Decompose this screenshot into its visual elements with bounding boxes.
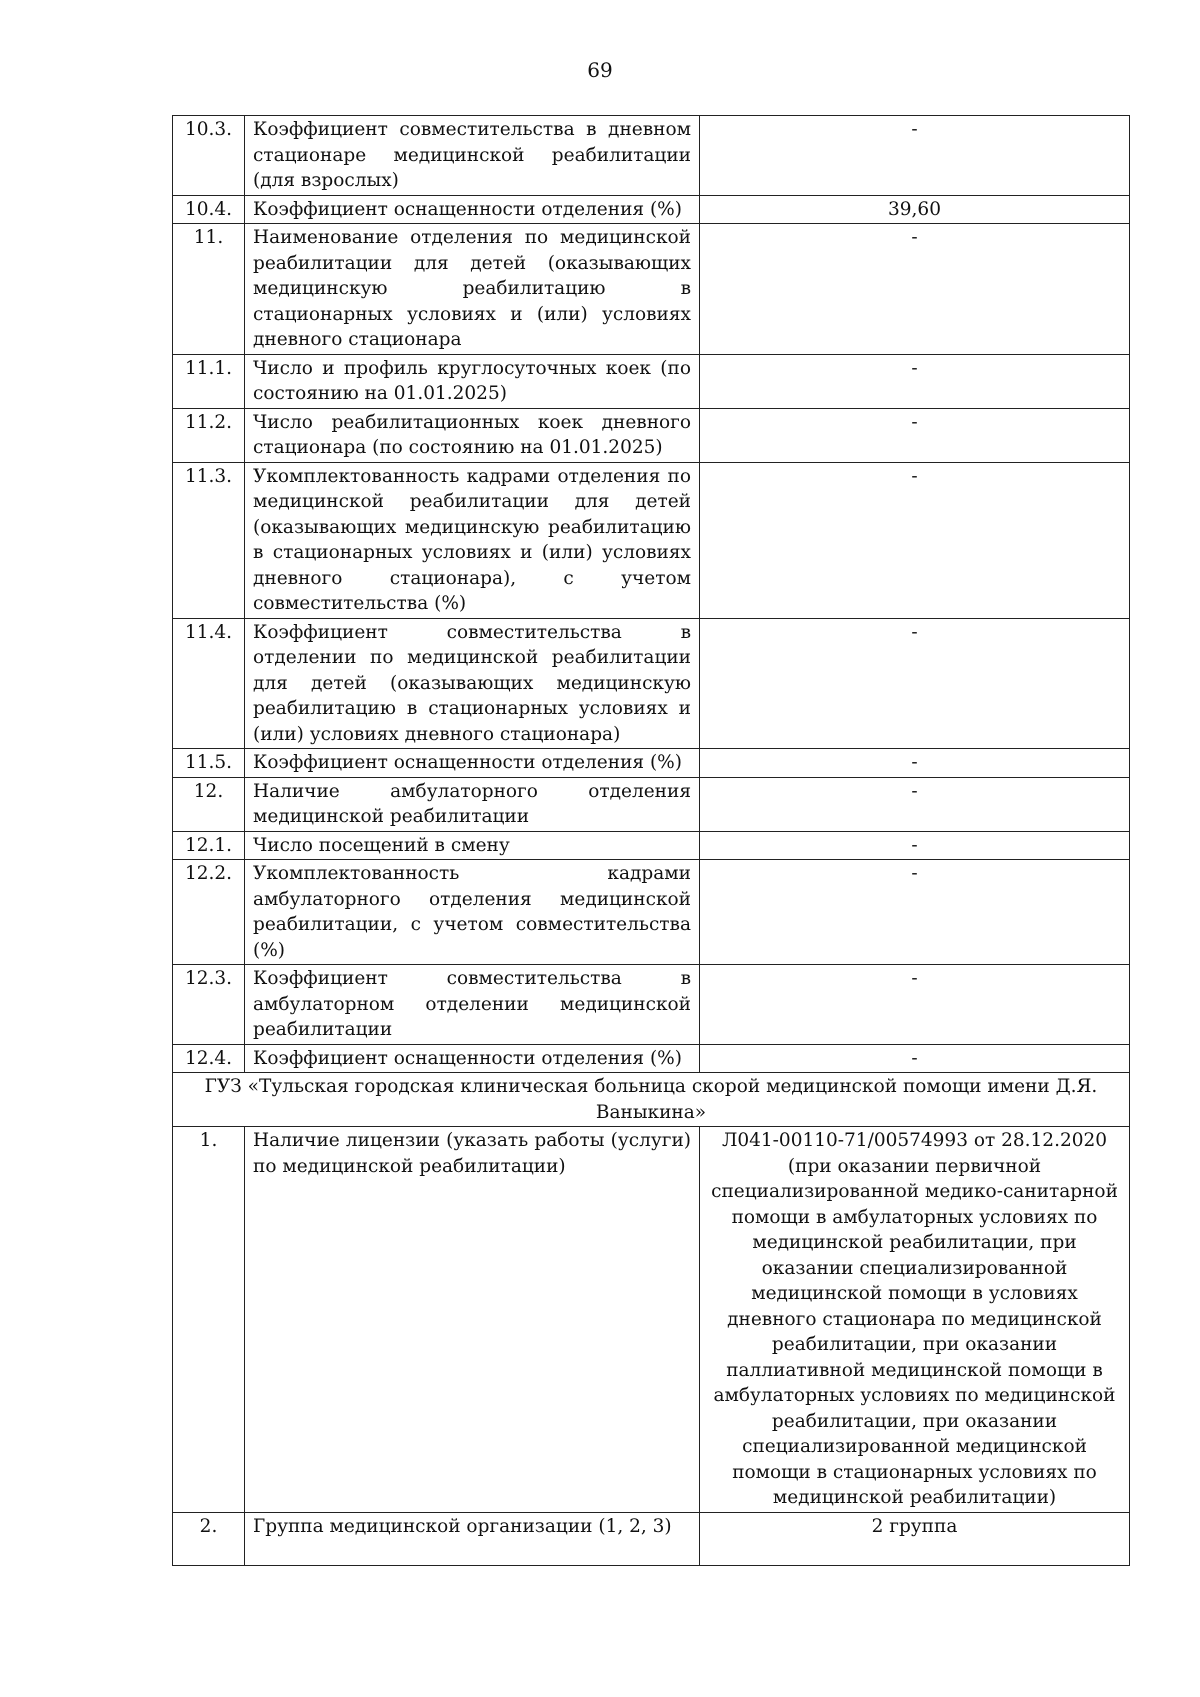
table-row bbox=[173, 408, 1130, 462]
row-number: 12. bbox=[173, 777, 245, 831]
row-description: Коэффициент оснащенности отделения (%) bbox=[245, 195, 700, 224]
row-number: 10.4. bbox=[173, 195, 245, 224]
row-number: 12.3. bbox=[173, 965, 245, 1045]
row-value: 39,60 bbox=[700, 195, 1130, 224]
row-value: 2 группа bbox=[700, 1512, 1130, 1565]
table-row bbox=[173, 1512, 1130, 1565]
row-value: - bbox=[700, 462, 1130, 618]
row-description: Коэффициент оснащенности отделения (%) bbox=[245, 1044, 700, 1073]
organization-name: ГУЗ «Тульская городская клиническая больница скорой медицинской помощи имени Д.Я. Ваныкина» bbox=[173, 1073, 1130, 1127]
row-number: 12.2. bbox=[173, 860, 245, 965]
table-row bbox=[173, 354, 1130, 408]
row-value: - bbox=[700, 965, 1130, 1045]
row-value: - bbox=[700, 618, 1130, 749]
row-value: Л041-00110-71/00574993 от 28.12.2020 (при оказании первичной специализированной медико-санитарной помощи в амбулаторных условиях по медицинской реабилитации, при оказании специализированной медицинской помощи в условиях дневного стационара по медицинской реабилитации, при оказании паллиативной медицинской помощи в амбулаторных условиях по медицинской реабилитации, при оказании специализированной медицинской помощи в стационарных условиях по медицинской реабилитации) bbox=[700, 1127, 1130, 1513]
table-row bbox=[173, 831, 1130, 860]
table-row bbox=[173, 1044, 1130, 1073]
row-number: 11.2. bbox=[173, 408, 245, 462]
indicators-table bbox=[172, 115, 1130, 1566]
row-number: 10.3. bbox=[173, 116, 245, 196]
row-description: Группа медицинской организации (1, 2, 3) bbox=[245, 1512, 700, 1565]
table-row bbox=[173, 777, 1130, 831]
row-value: - bbox=[700, 1044, 1130, 1073]
table-row bbox=[173, 749, 1130, 778]
row-value: - bbox=[700, 116, 1130, 196]
row-description: Коэффициент совместительства в амбулаторном отделении медицинской реабилитации bbox=[245, 965, 700, 1045]
page-number: 69 bbox=[587, 58, 613, 82]
row-number: 2. bbox=[173, 1512, 245, 1565]
row-number: 12.4. bbox=[173, 1044, 245, 1073]
row-number: 12.1. bbox=[173, 831, 245, 860]
row-description: Число посещений в смену bbox=[245, 831, 700, 860]
table-row bbox=[173, 860, 1130, 965]
row-description: Укомплектованность кадрами амбулаторного отделения медицинской реабилитации, с учетом совместительства (%) bbox=[245, 860, 700, 965]
row-description: Укомплектованность кадрами отделения по медицинской реабилитации для детей (оказывающих медицинскую реабилитацию в стационарных условиях и (или) условиях дневного стационара), с учетом совместительства (%) bbox=[245, 462, 700, 618]
organization-header-row bbox=[173, 1073, 1130, 1127]
row-value: - bbox=[700, 354, 1130, 408]
row-number: 11.4. bbox=[173, 618, 245, 749]
row-description: Коэффициент оснащенности отделения (%) bbox=[245, 749, 700, 778]
row-value: - bbox=[700, 831, 1130, 860]
row-description: Наличие лицензии (указать работы (услуги) по медицинской реабилитации) bbox=[245, 1127, 700, 1513]
row-number: 11.5. bbox=[173, 749, 245, 778]
row-description: Коэффициент совместительства в дневном стационаре медицинской реабилитации (для взрослых) bbox=[245, 116, 700, 196]
table-row bbox=[173, 116, 1130, 196]
table-row bbox=[173, 1127, 1130, 1513]
row-value: - bbox=[700, 408, 1130, 462]
table-row bbox=[173, 195, 1130, 224]
row-value: - bbox=[700, 749, 1130, 778]
table-row bbox=[173, 965, 1130, 1045]
table-row bbox=[173, 224, 1130, 355]
row-number: 11.3. bbox=[173, 462, 245, 618]
row-description: Наименование отделения по медицинской реабилитации для детей (оказывающих медицинскую реабилитацию в стационарных условиях и (или) условиях дневного стационара bbox=[245, 224, 700, 355]
row-value: - bbox=[700, 860, 1130, 965]
row-description: Коэффициент совместительства в отделении по медицинской реабилитации для детей (оказывающих медицинскую реабилитацию в стационарных условиях и (или) условиях дневного стационара) bbox=[245, 618, 700, 749]
row-number: 11. bbox=[173, 224, 245, 355]
table-row bbox=[173, 462, 1130, 618]
row-description: Число реабилитационных коек дневного стационара (по состоянию на 01.01.2025) bbox=[245, 408, 700, 462]
row-value: - bbox=[700, 224, 1130, 355]
row-number: 1. bbox=[173, 1127, 245, 1513]
row-value: - bbox=[700, 777, 1130, 831]
table-row bbox=[173, 618, 1130, 749]
row-description: Число и профиль круглосуточных коек (по состоянию на 01.01.2025) bbox=[245, 354, 700, 408]
row-description: Наличие амбулаторного отделения медицинской реабилитации bbox=[245, 777, 700, 831]
row-number: 11.1. bbox=[173, 354, 245, 408]
